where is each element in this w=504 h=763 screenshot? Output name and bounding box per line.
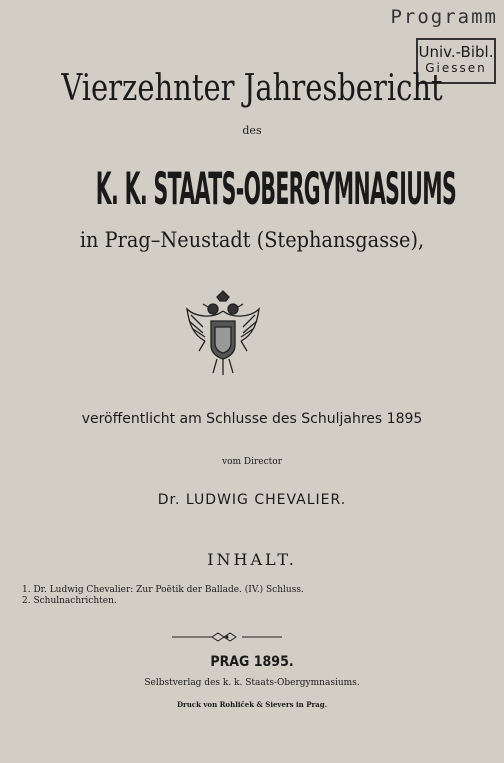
vom-director: vom Director	[222, 457, 282, 467]
imprint-printer: Druck von Rohliček & Sievers in Prag.	[176, 700, 328, 709]
title-des: des	[242, 124, 262, 137]
double-headed-eagle-icon	[183, 289, 263, 379]
school-location: in Prag–Neustadt (Stephansgasse),	[79, 228, 425, 252]
contents-item: 2. Schulnachrichten.	[22, 596, 117, 606]
publication-note: veröffentlicht am Schlusse des Schuljahres 1895	[81, 411, 423, 427]
report-title: Vierzehnter Jahresbericht	[61, 66, 443, 109]
library-stamp-line1: Univ.-Bibl.	[418, 43, 494, 61]
imprint-publisher: Selbstverlag des k. k. Staats-Obergymnasiums.	[144, 678, 360, 688]
library-stamp-line2: Giessen	[425, 61, 487, 75]
contents-heading: INHALT.	[207, 550, 297, 569]
contents-item: 1. Dr. Ludwig Chevalier: Zur Poëtik der Ballade. (IV.) Schluss.	[22, 585, 304, 595]
school-name: K. K. STAATS-OBERGYMNASIUMS	[95, 162, 457, 215]
director-name: Dr. LUDWIG CHEVALIER.	[157, 492, 347, 508]
stamp-programm: Programm	[390, 6, 498, 28]
contents-list	[22, 585, 304, 607]
imprint-place-year: PRAG 1895.	[210, 654, 294, 670]
ornament-divider	[172, 631, 282, 643]
